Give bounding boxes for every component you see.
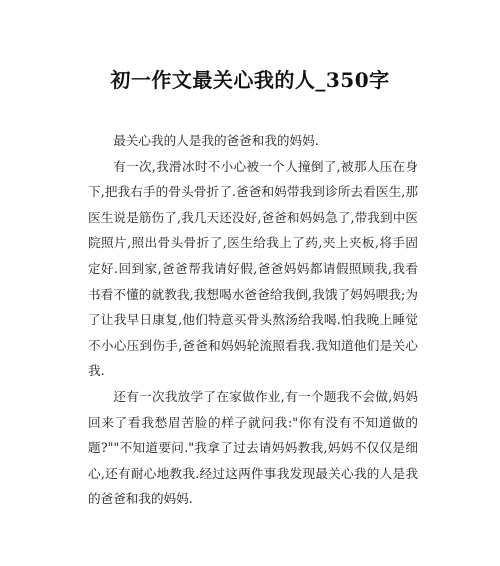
document-title: 初一作文最关心我的人_350字 [110, 68, 390, 92]
paragraph-1: 最关心我的人是我的爸爸和我的妈妈. [113, 133, 319, 148]
document-body [88, 128, 418, 512]
paragraph-3: 还有一次我放学了在家做作业,有一个题我不会做,妈妈回来了看我愁眉苦脸的样子就问我:"你有没有不知道做的题?""不知道要问."我拿了过去请妈妈教我,妈妈不仅仅是细心,还有耐心地教我.经过这两件事我发现最关心我的人是我的爸爸和我的妈妈. [88, 388, 418, 507]
paragraph-2: 有一次,我滑冰时不小心被一个人撞倒了,被那人压在身下,把我右手的骨头骨折了.爸爸和妈带我到诊所去看医生,那医生说是筋伤了,我几天还没好,爸爸和妈妈急了,带我到中医院照片,照出骨头骨折了,医生给我上了药,夹上夹板,将手固定好.回到家,爸爸帮我请好假,爸爸妈妈都请假照顾我,我看书看不懂的就教我,我想喝水爸爸给我倒,我饿了妈妈喂我;为了让我早日康复,他们特意买骨头熬汤给我喝.怕我晚上睡觉不小心压到伤手,爸爸和妈妈轮流照看我.我知道他们是关心我. [88, 158, 418, 379]
